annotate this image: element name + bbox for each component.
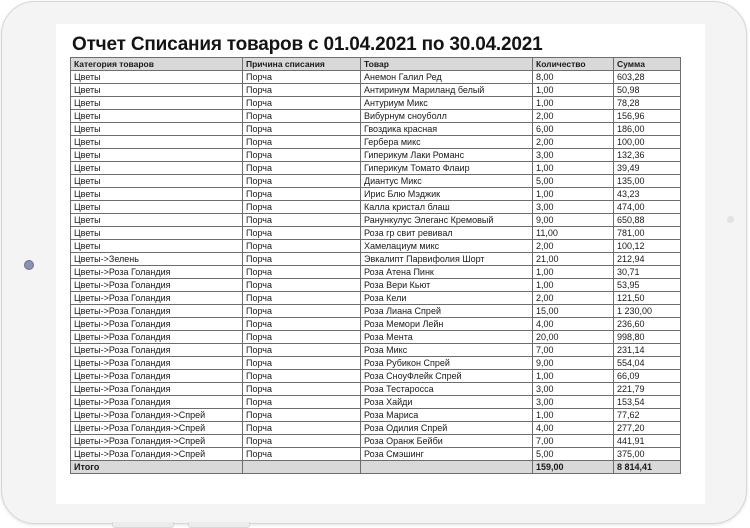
cell-quantity: 15,00 (533, 305, 614, 318)
cell-quantity: 5,00 (533, 448, 614, 461)
sensor-dot (727, 216, 734, 223)
cell-sum: 781,00 (614, 227, 681, 240)
cell-category: Цветы->Роза Голандия->Спрей (71, 409, 243, 422)
cell-quantity: 1,00 (533, 97, 614, 110)
table-row (71, 162, 681, 175)
cell-category: Цветы (71, 123, 243, 136)
cell-reason: Порча (243, 279, 361, 292)
table-row (71, 97, 681, 110)
table-row (71, 201, 681, 214)
cell-reason: Порча (243, 396, 361, 409)
cell-quantity: 1,00 (533, 370, 614, 383)
cell-quantity: 7,00 (533, 344, 614, 357)
column-header-quantity: Количество (533, 58, 614, 71)
cell-product: Роза гр свит ревивал (361, 227, 533, 240)
cell-sum: 603,28 (614, 71, 681, 84)
cell-category: Цветы (71, 110, 243, 123)
table-row (71, 110, 681, 123)
cell-product: Калла кристал блаш (361, 201, 533, 214)
table-row (71, 448, 681, 461)
cell-sum: 1 230,00 (614, 305, 681, 318)
cell-sum: 186,00 (614, 123, 681, 136)
cell-product: Роза Оранж Бейби (361, 435, 533, 448)
cell-sum: 77,62 (614, 409, 681, 422)
cell-category: Цветы (71, 84, 243, 97)
cell-sum: 135,00 (614, 175, 681, 188)
cell-category: Цветы (71, 136, 243, 149)
cell-product: Роза Вери Кьют (361, 279, 533, 292)
total-quantity: 159,00 (533, 461, 614, 474)
cell-sum: 66,09 (614, 370, 681, 383)
cell-reason: Порча (243, 266, 361, 279)
cell-reason: Порча (243, 422, 361, 435)
cell-product: Гиперикум Лаки Романс (361, 149, 533, 162)
cell-category: Цветы->Роза Голандия (71, 344, 243, 357)
cell-sum: 53,95 (614, 279, 681, 292)
cell-quantity: 3,00 (533, 383, 614, 396)
cell-category: Цветы->Роза Голандия (71, 357, 243, 370)
cell-reason: Порча (243, 227, 361, 240)
cell-category: Цветы->Роза Голандия (71, 305, 243, 318)
table-row (71, 435, 681, 448)
cell-quantity: 6,00 (533, 123, 614, 136)
cell-quantity: 2,00 (533, 292, 614, 305)
table-row (71, 396, 681, 409)
cell-quantity: 1,00 (533, 266, 614, 279)
cell-quantity: 8,00 (533, 71, 614, 84)
cell-product: Роза Рубикон Спрей (361, 357, 533, 370)
cell-product: Эвкалипт Парвифолия Шорт (361, 253, 533, 266)
column-header-reason: Причина списания (243, 58, 361, 71)
cell-category: Цветы->Роза Голандия (71, 370, 243, 383)
table-row (71, 305, 681, 318)
cell-reason: Порча (243, 97, 361, 110)
table-row (71, 149, 681, 162)
cell-sum: 375,00 (614, 448, 681, 461)
cell-category: Цветы (71, 240, 243, 253)
cell-sum: 998,80 (614, 331, 681, 344)
cell-sum: 153,54 (614, 396, 681, 409)
cell-product: Роза Мемори Лейн (361, 318, 533, 331)
cell-product: Роза Хайди (361, 396, 533, 409)
cell-sum: 100,12 (614, 240, 681, 253)
cell-product: Роза Атена Пинк (361, 266, 533, 279)
cell-sum: 100,00 (614, 136, 681, 149)
cell-sum: 156,96 (614, 110, 681, 123)
total-row (71, 461, 681, 474)
cell-reason: Порча (243, 175, 361, 188)
cell-reason: Порча (243, 214, 361, 227)
cell-product: Роза Лиана Спрей (361, 305, 533, 318)
cell-sum: 221,79 (614, 383, 681, 396)
cell-category: Цветы (71, 175, 243, 188)
cell-category: Цветы->Роза Голандия (71, 318, 243, 331)
cell-sum: 39,49 (614, 162, 681, 175)
cell-sum: 277,20 (614, 422, 681, 435)
cell-product: Гиперикум Томато Флаир (361, 162, 533, 175)
cell-category: Цветы->Роза Голандия (71, 292, 243, 305)
table-row (71, 279, 681, 292)
cell-quantity: 9,00 (533, 214, 614, 227)
table-row (71, 383, 681, 396)
column-header-category: Категория товаров (71, 58, 243, 71)
cell-quantity: 7,00 (533, 435, 614, 448)
cell-sum: 236,60 (614, 318, 681, 331)
cell-quantity: 1,00 (533, 84, 614, 97)
cell-reason: Порча (243, 188, 361, 201)
cell-sum: 474,00 (614, 201, 681, 214)
cell-category: Цветы (71, 97, 243, 110)
cell-quantity: 4,00 (533, 422, 614, 435)
cell-category: Цветы->Роза Голандия (71, 383, 243, 396)
cell-quantity: 5,00 (533, 175, 614, 188)
cell-sum: 43,23 (614, 188, 681, 201)
cell-product: Роза Мариса (361, 409, 533, 422)
cell-reason: Порча (243, 123, 361, 136)
report-table (70, 57, 681, 474)
cell-product: Диантус Микс (361, 175, 533, 188)
cell-quantity: 1,00 (533, 188, 614, 201)
cell-product: Роза Микс (361, 344, 533, 357)
cell-sum: 50,98 (614, 84, 681, 97)
cell-reason: Порча (243, 370, 361, 383)
cell-reason: Порча (243, 305, 361, 318)
cell-reason: Порча (243, 435, 361, 448)
table-row (71, 188, 681, 201)
cell-product: Ранункулус Элеганс Кремовый (361, 214, 533, 227)
column-header-sum: Сумма (614, 58, 681, 71)
cell-quantity: 2,00 (533, 240, 614, 253)
cell-quantity: 1,00 (533, 279, 614, 292)
cell-reason: Порча (243, 110, 361, 123)
table-row (71, 227, 681, 240)
cell-product: Анемон Галил Ред (361, 71, 533, 84)
cell-sum: 650,88 (614, 214, 681, 227)
cell-quantity: 4,00 (533, 318, 614, 331)
table-row (71, 240, 681, 253)
cell-quantity: 11,00 (533, 227, 614, 240)
table-header-row (71, 58, 681, 71)
cell-reason: Порча (243, 448, 361, 461)
table-row (71, 266, 681, 279)
cell-product: Роза Смэшинг (361, 448, 533, 461)
cell-category: Цветы (71, 227, 243, 240)
cell-reason: Порча (243, 162, 361, 175)
cell-product: Гербера микс (361, 136, 533, 149)
cell-product: Роза Мента (361, 331, 533, 344)
cell-sum: 132,36 (614, 149, 681, 162)
cell-reason: Порча (243, 357, 361, 370)
cell-reason: Порча (243, 331, 361, 344)
cell-sum: 231,14 (614, 344, 681, 357)
cell-sum: 212,94 (614, 253, 681, 266)
table-row (71, 318, 681, 331)
cell-product: Вибурнум сноуболл (361, 110, 533, 123)
cell-product: Роза Тестаросса (361, 383, 533, 396)
cell-category: Цветы->Роза Голандия (71, 279, 243, 292)
table-row (71, 292, 681, 305)
bottom-tab (188, 522, 250, 528)
total-empty-cell (243, 461, 361, 474)
cell-quantity: 1,00 (533, 409, 614, 422)
cell-reason: Порча (243, 318, 361, 331)
cell-quantity: 2,00 (533, 110, 614, 123)
table-row (71, 422, 681, 435)
cell-product: Роза Кели (361, 292, 533, 305)
column-header-product: Товар (361, 58, 533, 71)
cell-reason: Порча (243, 71, 361, 84)
cell-category: Цветы->Роза Голандия->Спрей (71, 422, 243, 435)
table-row (71, 175, 681, 188)
cell-product: Роза СноуФлейк Спрей (361, 370, 533, 383)
cell-product: Хамелациум микс (361, 240, 533, 253)
total-sum: 8 814,41 (614, 461, 681, 474)
cell-category: Цветы (71, 162, 243, 175)
tablet-frame (1, 1, 747, 524)
cell-reason: Порча (243, 383, 361, 396)
cell-reason: Порча (243, 240, 361, 253)
cell-category: Цветы (71, 201, 243, 214)
camera-icon (24, 260, 34, 270)
table-row (71, 331, 681, 344)
cell-sum: 441,91 (614, 435, 681, 448)
cell-reason: Порча (243, 253, 361, 266)
cell-category: Цветы->Зелень (71, 253, 243, 266)
table-row (71, 409, 681, 422)
cell-category: Цветы->Роза Голандия->Спрей (71, 435, 243, 448)
table-row (71, 136, 681, 149)
cell-quantity: 2,00 (533, 136, 614, 149)
cell-reason: Порча (243, 409, 361, 422)
cell-quantity: 9,00 (533, 357, 614, 370)
table-row (71, 71, 681, 84)
cell-sum: 78,28 (614, 97, 681, 110)
cell-reason: Порча (243, 84, 361, 97)
total-label: Итого (71, 461, 243, 474)
cell-reason: Порча (243, 344, 361, 357)
cell-sum: 121,50 (614, 292, 681, 305)
cell-category: Цветы (71, 149, 243, 162)
cell-sum: 554,04 (614, 357, 681, 370)
table-row (71, 357, 681, 370)
cell-quantity: 3,00 (533, 149, 614, 162)
cell-quantity: 20,00 (533, 331, 614, 344)
cell-category: Цветы (71, 71, 243, 84)
cell-reason: Порча (243, 292, 361, 305)
cell-product: Антиринум Мариланд белый (361, 84, 533, 97)
table-row (71, 84, 681, 97)
report-screen (56, 24, 705, 504)
cell-category: Цветы (71, 188, 243, 201)
table-row (71, 253, 681, 266)
cell-category: Цветы->Роза Голандия (71, 396, 243, 409)
table-row (71, 344, 681, 357)
cell-category: Цветы->Роза Голандия (71, 266, 243, 279)
report-title: Отчет Списания товаров с 01.04.2021 по 30.04.2021 (72, 34, 543, 55)
table-row (71, 123, 681, 136)
cell-sum: 30,71 (614, 266, 681, 279)
cell-reason: Порча (243, 201, 361, 214)
cell-category: Цветы->Роза Голандия (71, 331, 243, 344)
cell-product: Ирис Блю Мэджик (361, 188, 533, 201)
cell-quantity: 3,00 (533, 396, 614, 409)
cell-product: Гвоздика красная (361, 123, 533, 136)
cell-quantity: 3,00 (533, 201, 614, 214)
cell-reason: Порча (243, 136, 361, 149)
table-body (71, 71, 681, 461)
bottom-tab (112, 522, 174, 528)
cell-quantity: 21,00 (533, 253, 614, 266)
cell-category: Цветы->Роза Голандия->Спрей (71, 448, 243, 461)
table-row (71, 370, 681, 383)
cell-category: Цветы (71, 214, 243, 227)
table-row (71, 214, 681, 227)
cell-quantity: 1,00 (533, 162, 614, 175)
cell-product: Роза Одилия Спрей (361, 422, 533, 435)
total-empty-cell (361, 461, 533, 474)
cell-product: Антуриум Микс (361, 97, 533, 110)
cell-reason: Порча (243, 149, 361, 162)
